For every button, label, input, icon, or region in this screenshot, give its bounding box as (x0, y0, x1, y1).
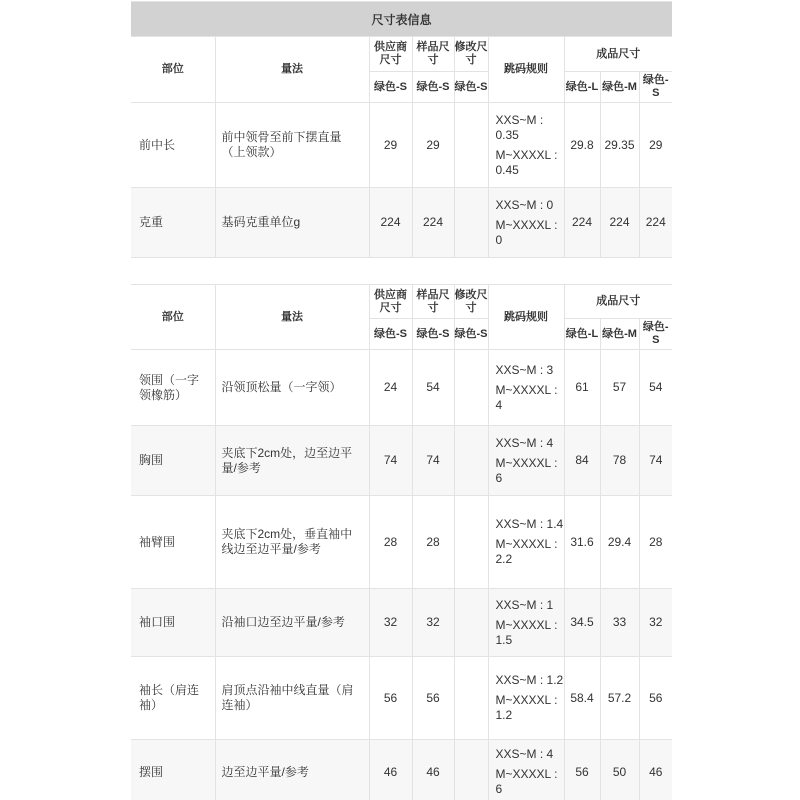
cell-measure: 边至边平量/参考 (215, 740, 369, 800)
table-row (131, 426, 672, 496)
cell-finished-m: 57 (600, 350, 639, 426)
col-header-part: 部位 (131, 285, 215, 350)
jump-rule-line-2: M~XXXXL : 4 (495, 382, 558, 412)
cell-finished-l: 224 (564, 188, 600, 258)
cell-sample-size: 29 (412, 103, 454, 188)
cell-modify-size (454, 589, 488, 657)
header-row-groups (131, 37, 672, 72)
cell-jump-rule (488, 657, 564, 740)
cell-finished-l: 31.6 (564, 496, 600, 589)
col-subheader-finished-m: 绿色-M (600, 319, 639, 350)
cell-modify-size (454, 426, 488, 496)
cell-supplier-size: 32 (369, 589, 412, 657)
col-header-sample-size: 样品尺寸 (412, 285, 454, 319)
cell-jump-rule (488, 496, 564, 589)
cell-measure: 夹底下2cm处，垂直袖中线边至边平量/参考 (215, 496, 369, 589)
col-header-modify-size: 修改尺寸 (454, 37, 488, 72)
cell-finished-s: 32 (639, 589, 672, 657)
jump-rule-line-2: M~XXXXL : 0 (495, 217, 558, 247)
cell-sample-size: 56 (412, 657, 454, 740)
cell-supplier-size: 56 (369, 657, 412, 740)
size-chart-page (131, 1, 672, 800)
cell-modify-size (454, 657, 488, 740)
size-table-1 (131, 36, 672, 258)
cell-finished-s: 46 (639, 740, 672, 800)
jump-rule-line-2: M~XXXXL : 1.5 (495, 617, 558, 647)
jump-rule-line-1: XXS~M : 1.4 (495, 517, 564, 531)
jump-rule-line-2: M~XXXXL : 6 (495, 767, 558, 796)
table-row (131, 496, 672, 589)
cell-part: 克重 (131, 188, 215, 258)
cell-finished-m: 29.35 (600, 103, 639, 188)
cell-supplier-size: 24 (369, 350, 412, 426)
cell-finished-m: 224 (600, 188, 639, 258)
jump-rule-line-1: XXS~M : 4 (495, 435, 554, 450)
col-header-sample-size: 样品尺寸 (412, 37, 454, 72)
col-header-jump-rule: 跳码规则 (488, 37, 564, 103)
size-table-2 (131, 284, 672, 800)
jump-rule-line-1: XXS~M : 4 (495, 747, 554, 761)
cell-sample-size: 46 (412, 740, 454, 800)
col-subheader-finished-l: 绿色-L (564, 72, 600, 103)
cell-modify-size (454, 188, 488, 258)
cell-finished-s: 54 (639, 350, 672, 426)
cell-finished-s: 224 (639, 188, 672, 258)
cell-finished-l: 56 (564, 740, 600, 800)
cell-finished-s: 74 (639, 426, 672, 496)
col-subheader-finished-l: 绿色-L (564, 319, 600, 350)
cell-jump-rule (488, 188, 564, 258)
cell-measure: 前中领骨至前下摆直量（上领款） (215, 103, 369, 188)
cell-modify-size (454, 350, 488, 426)
cell-jump-rule (488, 103, 564, 188)
header-row-groups (131, 285, 672, 319)
jump-rule-line-1: XXS~M : 0.35 (495, 112, 544, 142)
cell-jump-rule (488, 426, 564, 496)
cell-measure: 沿袖口边至边平量/参考 (215, 589, 369, 657)
cell-jump-rule (488, 350, 564, 426)
cell-modify-size (454, 496, 488, 589)
col-subheader-supplier-variant: 绿色-S (369, 72, 412, 103)
col-header-finished-size: 成品尺寸 (564, 37, 672, 72)
col-header-supplier-size: 供应商尺寸 (369, 285, 412, 319)
jump-rule-line-2: M~XXXXL : 0.45 (495, 147, 558, 177)
cell-finished-m: 29.4 (600, 496, 639, 589)
cell-sample-size: 28 (412, 496, 454, 589)
page-title: 尺寸表信息 (131, 2, 672, 36)
col-header-measure: 量法 (215, 37, 369, 103)
cell-finished-m: 50 (600, 740, 639, 800)
col-subheader-modify-variant: 绿色-S (454, 72, 488, 103)
col-subheader-modify-variant: 绿色-S (454, 319, 488, 350)
cell-finished-m: 57.2 (600, 657, 639, 740)
cell-supplier-size: 46 (369, 740, 412, 800)
cell-finished-l: 58.4 (564, 657, 600, 740)
col-subheader-finished-m: 绿色-M (600, 72, 639, 103)
col-header-supplier-size: 供应商尺寸 (369, 37, 412, 72)
jump-rule-line-1: XXS~M : 0 (495, 197, 554, 212)
cell-finished-s: 29 (639, 103, 672, 188)
col-subheader-supplier-variant: 绿色-S (369, 319, 412, 350)
col-subheader-finished-s: 绿色-S (639, 319, 672, 350)
cell-part: 袖口围 (131, 589, 215, 657)
cell-finished-m: 33 (600, 589, 639, 657)
cell-finished-l: 34.5 (564, 589, 600, 657)
cell-sample-size: 32 (412, 589, 454, 657)
col-subheader-sample-variant: 绿色-S (412, 72, 454, 103)
cell-modify-size (454, 740, 488, 800)
cell-finished-m: 78 (600, 426, 639, 496)
cell-supplier-size: 29 (369, 103, 412, 188)
col-header-modify-size: 修改尺寸 (454, 285, 488, 319)
table-row (131, 350, 672, 426)
cell-part: 胸围 (131, 426, 215, 496)
jump-rule-line-2: M~XXXXL : 6 (495, 455, 558, 485)
cell-sample-size: 224 (412, 188, 454, 258)
col-header-jump-rule: 跳码规则 (488, 285, 564, 350)
col-subheader-finished-s: 绿色-S (639, 72, 672, 103)
col-header-finished-size: 成品尺寸 (564, 285, 672, 319)
cell-jump-rule (488, 740, 564, 800)
cell-finished-s: 28 (639, 496, 672, 589)
table-row (131, 188, 672, 258)
cell-finished-l: 84 (564, 426, 600, 496)
jump-rule-line-2: M~XXXXL : 1.2 (495, 693, 558, 722)
table-row (131, 740, 672, 800)
table-row (131, 589, 672, 657)
col-header-measure: 量法 (215, 285, 369, 350)
cell-measure: 沿领顶松量（一字领） (215, 350, 369, 426)
cell-finished-s: 56 (639, 657, 672, 740)
jump-rule-line-1: XXS~M : 1 (495, 597, 554, 612)
cell-supplier-size: 74 (369, 426, 412, 496)
cell-measure: 肩顶点沿袖中线直量（肩连袖） (215, 657, 369, 740)
jump-rule-line-2: M~XXXXL : 2.2 (495, 537, 558, 566)
jump-rule-line-1: XXS~M : 3 (495, 362, 554, 377)
cell-measure: 基码克重单位g (215, 188, 369, 258)
cell-sample-size: 74 (412, 426, 454, 496)
cell-part: 袖臂围 (131, 496, 215, 589)
cell-measure: 夹底下2cm处，边至边平量/参考 (215, 426, 369, 496)
cell-part: 领围（一字领橡筋） (131, 350, 215, 426)
col-subheader-sample-variant: 绿色-S (412, 319, 454, 350)
cell-part: 袖长（肩连袖） (131, 657, 215, 740)
cell-modify-size (454, 103, 488, 188)
cell-supplier-size: 224 (369, 188, 412, 258)
cell-finished-l: 29.8 (564, 103, 600, 188)
col-header-part: 部位 (131, 37, 215, 103)
cell-finished-l: 61 (564, 350, 600, 426)
cell-sample-size: 54 (412, 350, 454, 426)
jump-rule-line-1: XXS~M : 1.2 (495, 673, 564, 687)
cell-part: 摆围 (131, 740, 215, 800)
table-row (131, 657, 672, 740)
cell-part: 前中长 (131, 103, 215, 188)
cell-supplier-size: 28 (369, 496, 412, 589)
table-row (131, 103, 672, 188)
cell-jump-rule (488, 589, 564, 657)
